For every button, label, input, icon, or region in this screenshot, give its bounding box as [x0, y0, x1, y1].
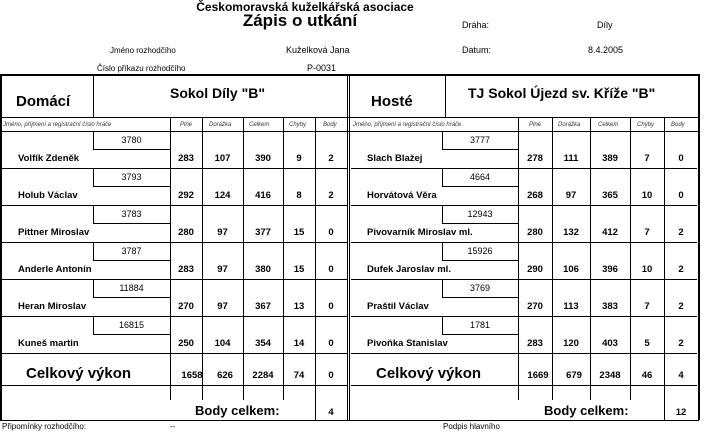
grid-line-h: [442, 186, 518, 187]
guest-total-body: 4: [678, 370, 684, 381]
guest-player-chyby: 10: [641, 264, 653, 275]
guest-player-chyby: 7: [644, 153, 650, 164]
signature-label: Podpis hlavního: [443, 422, 500, 431]
grid-line-h: [93, 223, 170, 224]
home-total-label: Celkový výkon: [26, 365, 132, 382]
home-player-name: Anderle Antonín: [18, 264, 92, 275]
home-body-celkem-value: 4: [328, 407, 334, 418]
guest-player-name: Pivoňka Stanislav: [367, 338, 448, 349]
home-player-plne: 270: [178, 301, 194, 312]
grid-line-h: [93, 149, 170, 150]
home-player-name: Heran Miroslav: [18, 301, 87, 312]
guest-player-celkem: 403: [602, 338, 618, 349]
referee-value: Kuželková Jana: [286, 45, 350, 55]
guest-player-reg: 15926: [467, 246, 493, 256]
home-total-plne: 1658: [181, 370, 203, 381]
home-player-chyby: 9: [296, 153, 302, 164]
home-total-chyby: 74: [293, 370, 305, 381]
page-title: Zápis o utkání: [242, 11, 358, 30]
grid-line-v: [698, 74, 700, 420]
home-player-reg: 3780: [121, 135, 142, 145]
home-player-celkem: 380: [255, 264, 271, 275]
referee-label: Jméno rozhodčího: [110, 46, 176, 55]
home-player-dorazka: 97: [217, 301, 228, 312]
grid-line-v: [0, 74, 2, 420]
guest-player-plne: 280: [527, 227, 543, 238]
grid-line-h: [442, 297, 518, 298]
home-player-body: 0: [328, 301, 334, 312]
home-label: Domácí: [16, 93, 71, 110]
date-label: Datum:: [462, 45, 492, 55]
guest-player-reg: 4664: [469, 172, 491, 182]
guest-player-dorazka: 113: [563, 301, 579, 312]
grid-line-h: [442, 149, 518, 150]
home-player-chyby: 13: [293, 301, 305, 312]
guest-player-plne: 270: [527, 301, 543, 312]
grid-line-h: [93, 297, 170, 298]
guest-player-celkem: 412: [602, 227, 618, 238]
home-player-chyby: 15: [293, 227, 305, 238]
grid-line-h: [442, 334, 518, 335]
remarks-label: Připomínky rozhodčího:: [2, 422, 87, 431]
guest-col-name: Jméno, příjmení a registrační číslo hráče: [353, 122, 462, 128]
home-player-plne: 292: [178, 190, 194, 201]
grid-line-h: [0, 420, 699, 421]
grid-line-h: [351, 279, 697, 280]
guest-player-body: 0: [678, 153, 684, 164]
home-player-reg: 11884: [119, 283, 144, 293]
guest-player-name: Dufek Jaroslav ml.: [367, 264, 451, 275]
grid-line-h: [442, 260, 518, 261]
grid-line-h: [2, 242, 348, 243]
home-player-name: Kuneš martin: [18, 338, 79, 349]
home-player-reg: 3783: [121, 209, 142, 219]
guest-player-chyby: 7: [644, 227, 650, 238]
home-player-name: Pittner Miroslav: [18, 227, 90, 238]
grid-line-h: [351, 168, 697, 169]
home-body-celkem-label: Body celkem:: [195, 403, 280, 418]
home-player-celkem: 377: [255, 227, 271, 238]
guest-total-dorazka: 679: [566, 370, 582, 381]
home-player-celkem: 367: [255, 301, 271, 312]
guest-player-reg: 3769: [469, 283, 491, 293]
grid-line-h: [351, 205, 697, 206]
grid-line-h: [2, 279, 348, 280]
guest-label: Hosté: [371, 93, 413, 110]
remarks-value: --: [170, 422, 176, 431]
home-player-dorazka: 124: [214, 190, 231, 201]
home-col-body: Body: [323, 122, 337, 128]
guest-player-chyby: 10: [641, 190, 653, 201]
guest-player-reg: 12943: [467, 209, 493, 219]
home-player-celkem: 416: [255, 190, 271, 201]
order-label: Číslo příkazu rozhodčího: [97, 64, 186, 73]
guest-body-celkem-value: 12: [675, 407, 687, 418]
home-team-name: Sokol Díly "B": [170, 85, 265, 101]
guest-player-chyby: 5: [644, 338, 650, 349]
home-player-chyby: 8: [296, 190, 302, 201]
guest-total-chyby: 46: [641, 370, 653, 381]
guest-player-name: Slach Blažej: [367, 153, 423, 164]
home-player-body: 0: [328, 227, 334, 238]
guest-team-name: TJ Sokol Újezd sv. Kříže "B": [468, 85, 656, 101]
home-total-body: 0: [328, 370, 334, 381]
grid-line-h: [351, 353, 697, 354]
home-total-dorazka: 626: [217, 370, 233, 381]
home-col-name: Jméno, příjmení a registrační číslo hráče: [3, 122, 112, 128]
home-col-chyby: Chyby: [289, 122, 307, 128]
home-player-dorazka: 104: [214, 338, 231, 349]
grid-line-h: [351, 242, 697, 243]
home-player-name: Volfík Zdeněk: [18, 153, 80, 164]
home-player-plne: 283: [178, 153, 194, 164]
guest-player-dorazka: 106: [563, 264, 579, 275]
guest-col-dorazka: Dorážka: [558, 122, 581, 128]
home-player-body: 2: [328, 190, 334, 201]
home-player-dorazka: 97: [217, 227, 228, 238]
guest-total-plne: 1669: [527, 370, 549, 381]
date-value: 8.4.2005: [588, 45, 624, 55]
home-player-reg: 3793: [121, 172, 142, 182]
guest-player-celkem: 396: [602, 264, 618, 275]
grid-line-h: [2, 353, 348, 354]
guest-player-dorazka: 97: [565, 190, 577, 201]
grid-line-h: [93, 260, 170, 261]
home-player-plne: 250: [178, 338, 194, 349]
guest-player-body: 2: [678, 227, 684, 238]
guest-player-plne: 268: [527, 190, 543, 201]
order-value: P-0031: [307, 63, 337, 73]
home-player-reg: 3787: [121, 246, 142, 256]
home-player-chyby: 14: [293, 338, 305, 349]
home-player-dorazka: 107: [214, 153, 231, 164]
guest-player-body: 2: [678, 301, 684, 312]
grid-line-v: [349, 74, 350, 420]
home-player-chyby: 15: [293, 264, 305, 275]
draha-value: Díly: [597, 20, 613, 30]
guest-player-reg: 1781: [469, 320, 491, 330]
guest-player-celkem: 389: [602, 153, 618, 164]
home-total-celkem: 2284: [252, 370, 274, 381]
home-player-celkem: 354: [255, 338, 271, 349]
guest-player-body: 2: [678, 338, 684, 349]
guest-player-chyby: 7: [644, 301, 650, 312]
guest-player-celkem: 365: [602, 190, 618, 201]
home-player-celkem: 390: [255, 153, 271, 164]
guest-col-body: Body: [671, 122, 685, 128]
guest-player-plne: 278: [527, 153, 543, 164]
home-player-plne: 280: [178, 227, 194, 238]
grid-line-h: [351, 316, 697, 317]
home-player-plne: 283: [178, 264, 194, 275]
guest-col-celkem: Celkem: [598, 122, 619, 128]
grid-line-h: [93, 186, 170, 187]
home-player-name: Holub Václav: [18, 190, 78, 201]
grid-line-h: [2, 205, 348, 206]
guest-total-celkem: 2348: [599, 370, 621, 381]
organization-name: Českomoravská kuželkářská asociace: [196, 0, 414, 14]
guest-player-dorazka: 120: [563, 338, 579, 349]
home-player-body: 0: [328, 338, 334, 349]
grid-line-h: [442, 223, 518, 224]
grid-line-v: [445, 74, 446, 117]
guest-body-celkem-label: Body celkem:: [544, 403, 629, 418]
home-col-celkem: Celkem: [249, 122, 270, 128]
guest-player-name: Pivovarník Miroslav ml.: [367, 227, 473, 238]
grid-line-h: [2, 385, 348, 386]
guest-col-plne: Plné: [529, 122, 542, 128]
guest-player-name: Horvátová Věra: [367, 190, 437, 201]
guest-player-plne: 283: [527, 338, 543, 349]
grid-line-h: [2, 168, 348, 169]
grid-line-v: [93, 74, 94, 117]
guest-player-dorazka: 111: [563, 153, 579, 164]
home-col-plne: Plné: [180, 122, 193, 128]
grid-line-h: [351, 385, 697, 386]
guest-player-body: 0: [678, 190, 684, 201]
draha-label: Dráha:: [462, 20, 490, 30]
guest-total-label: Celkový výkon: [376, 365, 482, 382]
home-player-dorazka: 97: [217, 264, 228, 275]
grid-line-h: [2, 316, 348, 317]
guest-player-plne: 290: [527, 264, 543, 275]
guest-player-body: 2: [678, 264, 684, 275]
grid-line-h: [93, 334, 170, 335]
home-col-dorazka: Dorážka: [209, 122, 232, 128]
grid-line-v: [347, 74, 348, 420]
home-player-body: 0: [328, 264, 334, 275]
guest-player-name: Praštil Václav: [367, 301, 429, 312]
guest-player-celkem: 383: [602, 301, 618, 312]
home-player-reg: 16815: [118, 320, 145, 330]
home-player-body: 2: [328, 153, 334, 164]
guest-player-reg: 3777: [469, 135, 491, 145]
guest-player-dorazka: 132: [563, 227, 579, 238]
guest-col-chyby: Chyby: [637, 122, 655, 128]
